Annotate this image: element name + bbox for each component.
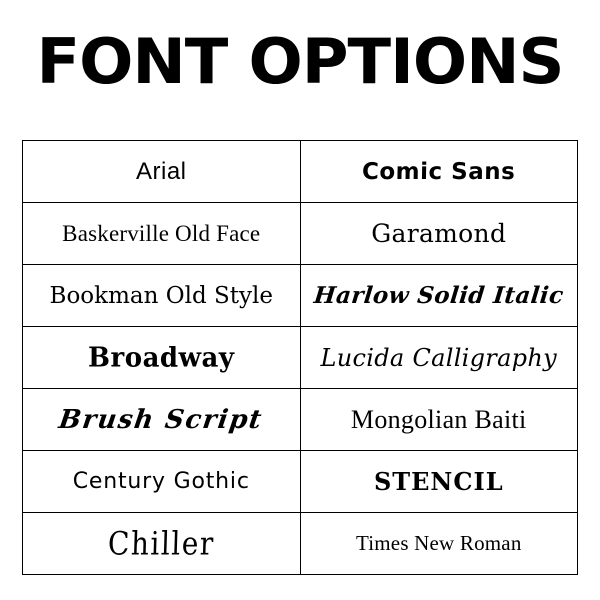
font-sample-label: Century Gothic (72, 469, 250, 494)
font-sample-label: Chiller (107, 524, 216, 563)
font-sample-label: Harlow Solid Italic (312, 282, 565, 309)
table-cell-font-lucida-calligraphy (300, 327, 578, 389)
table-cell-font-chiller (23, 513, 301, 575)
table-row (23, 451, 578, 513)
table-cell-font-bookman-old-style (23, 265, 301, 327)
font-sample-label: Broadway (88, 341, 235, 374)
font-sample-label: Arial (135, 157, 187, 185)
table-cell-font-baskerville-old-face (23, 203, 301, 265)
table-cell-font-arial (23, 141, 301, 203)
page-title: FONT OPTIONS (36, 25, 564, 98)
font-sample-label: Garamond (371, 219, 507, 248)
font-options-table (22, 140, 578, 575)
table-cell-font-broadway (23, 327, 301, 389)
table-cell-font-stencil (300, 451, 578, 513)
font-sample-label: Bookman Old Style (49, 282, 273, 309)
table-cell-font-garamond (300, 203, 578, 265)
table-cell-font-harlow-solid-italic (300, 265, 578, 327)
font-sample-label: Mongolian Baiti (350, 404, 527, 434)
font-sample-label: Comic Sans (361, 158, 516, 185)
table-cell-font-mongolian-baiti (300, 389, 578, 451)
table-cell-font-brush-script (23, 389, 301, 451)
table-row (23, 327, 578, 389)
table-cell-font-century-gothic (23, 451, 301, 513)
table-row (23, 203, 578, 265)
font-sample-label: Times New Roman (355, 531, 522, 555)
table-row (23, 265, 578, 327)
font-sample-label: Brush Script (57, 404, 266, 435)
table-row (23, 513, 578, 575)
font-sample-label: STENCIL (373, 467, 504, 496)
table-row (23, 389, 578, 451)
table-row (23, 141, 578, 203)
font-sample-label: Baskerville Old Face (62, 220, 261, 246)
font-sample-label: Lucida Calligraphy (320, 343, 557, 372)
table-cell-font-times-new-roman (300, 513, 578, 575)
table-cell-font-comic-sans (300, 141, 578, 203)
font-options-table-container (22, 140, 578, 575)
